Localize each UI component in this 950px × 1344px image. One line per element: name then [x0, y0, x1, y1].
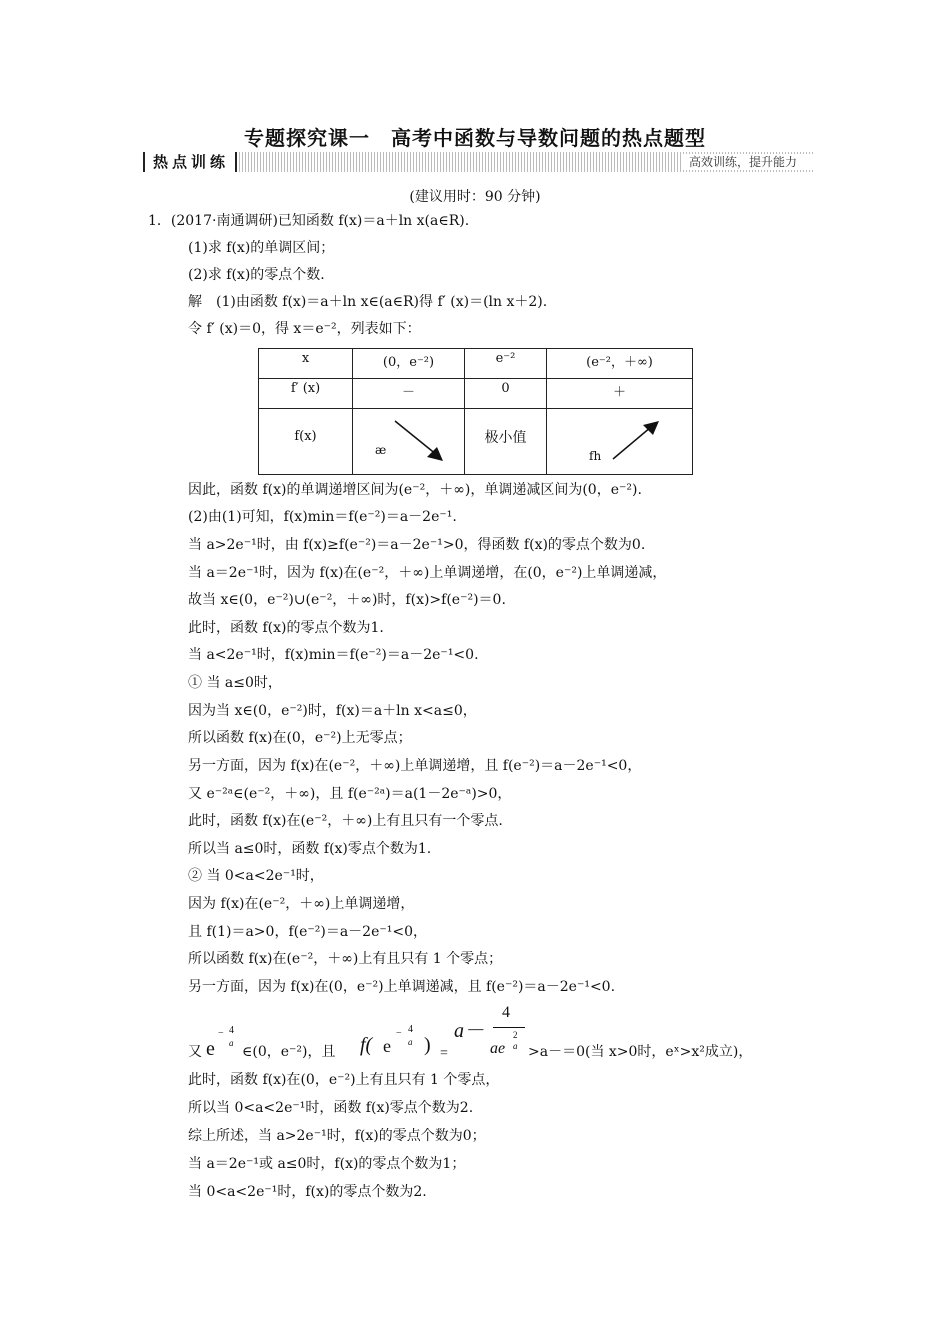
formula-minus: −	[396, 1028, 402, 1039]
table-cell: (0，e⁻²)	[353, 349, 465, 379]
arrow-up-icon	[607, 415, 667, 463]
solution-line: 因为当 x∈(0，e⁻²)时，f(x)＝a＋ln x<a≤0，	[188, 703, 477, 719]
solution-line: 解 (1)由函数 f(x)＝a＋ln x∈(a∈R)得 f′ (x)＝(ln x＋2).	[188, 294, 548, 310]
formula-prefix: 又	[188, 1044, 202, 1060]
formula-den: ae	[490, 1040, 506, 1057]
formula-suffix: >a－＝0(当 x>0时，eˣ>x²成立)，	[528, 1044, 753, 1060]
solution-line: 此时，函数 f(x)在(0，e⁻²)上有且只有 1 个零点，	[188, 1072, 500, 1088]
question-part-2: (2)求 f(x)的零点个数.	[188, 267, 325, 283]
solution-line: 另一方面，因为 f(x)在(e⁻²，＋∞)上单调递增，且 f(e⁻²)＝a－2e⁻¹<0，	[188, 758, 642, 774]
table-cell: f′ (x)	[259, 379, 353, 409]
table-cell: (e⁻²，＋∞)	[547, 349, 693, 379]
table-cell: f(x)	[259, 409, 353, 475]
solution-line: 当 a>2e⁻¹时，由 f(x)≥f(e⁻²)＝a－2e⁻¹>0，得函数 f(x)的零点个数为0.	[188, 537, 646, 553]
solution-line: (2)由(1)可知，f(x)min＝f(e⁻²)＝a－2e⁻¹.	[188, 509, 457, 525]
table-cell: 0	[465, 379, 547, 409]
solution-line: 令 f′ (x)＝0，得 x＝e⁻²，列表如下：	[188, 321, 421, 337]
table-cell: ＋	[547, 379, 693, 409]
formula-equals: =	[440, 1046, 448, 1061]
formula-num-a: a－	[454, 1020, 484, 1042]
formula-f-open: f(	[360, 1034, 373, 1056]
formula-f-close: )	[424, 1034, 431, 1056]
solution-line: 因为 f(x)在(e⁻²，＋∞)上单调递增，	[188, 896, 415, 912]
solution-line: 当 a＝2e⁻¹时，因为 f(x)在(e⁻²，＋∞)上单调递增，在(0，e⁻²)上单调递减，	[188, 565, 667, 581]
solution-line: 且 f(1)＝a>0，f(e⁻²)＝a－2e⁻¹<0，	[188, 924, 428, 940]
formula-f-e: e	[383, 1036, 391, 1056]
formula-den-exp-num: 2	[513, 1030, 518, 1040]
formula-minus: −	[218, 1028, 224, 1039]
formula-exp-den: a	[229, 1038, 234, 1048]
solution-line: 此时，函数 f(x)在(e⁻²，＋∞)上有且只有一个零点.	[188, 813, 503, 829]
solution-line: 所以函数 f(x)在(0，e⁻²)上无零点；	[188, 730, 412, 746]
table-cell: x	[259, 349, 353, 379]
formula-e: e	[206, 1038, 215, 1060]
table-glyph: æ	[375, 443, 387, 457]
solution-line: ① 当 a≤0时，	[188, 675, 282, 691]
solution-line: 所以当 0<a<2e⁻¹时，函数 f(x)零点个数为2.	[188, 1100, 474, 1116]
solution-line: 综上所述，当 a>2e⁻¹时，f(x)的零点个数为0；	[188, 1128, 486, 1144]
formula-mid: ∈(0，e⁻²)，且	[242, 1044, 336, 1060]
section-band	[143, 152, 815, 172]
solution-line: 当 a＝2e⁻¹或 a≤0时，f(x)的零点个数为1；	[188, 1156, 466, 1172]
page-title: 专题探究课一 高考中函数与导数问题的热点题型	[244, 126, 706, 150]
table-cell: e⁻²	[465, 349, 547, 379]
solution-line: 当 a<2e⁻¹时，f(x)min＝f(e⁻²)＝a－2e⁻¹<0.	[188, 647, 479, 663]
table-glyph: fh	[589, 449, 602, 463]
variation-table	[258, 348, 693, 475]
solution-line: 另一方面，因为 f(x)在(0，e⁻²)上单调递减，且 f(e⁻²)＝a－2e⁻¹<0.	[188, 979, 616, 995]
solution-line: 当 0<a<2e⁻¹时，f(x)的零点个数为2.	[188, 1184, 427, 1200]
time-note: (建议用时：90 分钟)	[409, 189, 541, 205]
formula-f-exp-num: 4	[408, 1024, 413, 1035]
solution-line: 故当 x∈(0，e⁻²)∪(e⁻²，＋∞)时，f(x)>f(e⁻²)＝0.	[188, 592, 506, 608]
band-subtitle: 高效训练，提升能力	[683, 154, 815, 170]
solution-line: 所以当 a≤0时，函数 f(x)零点个数为1.	[188, 841, 432, 857]
solution-line: 此时，函数 f(x)的零点个数为1.	[188, 620, 384, 636]
question-part-1: (1)求 f(x)的单调区间；	[188, 240, 335, 256]
solution-line: 所以函数 f(x)在(e⁻²，＋∞)上有且只有 1 个零点；	[188, 951, 503, 967]
arrow-down-icon	[391, 417, 451, 465]
table-cell: 极小值	[465, 409, 547, 475]
table-cell-increasing	[547, 409, 693, 475]
question-line: 1．(2017·南通调研)已知函数 f(x)＝a＋ln x(a∈R).	[148, 213, 470, 229]
table-row	[259, 379, 693, 409]
formula-num-4: 4	[502, 1004, 510, 1021]
table-row	[259, 409, 693, 475]
formula-den-exp-den: a	[513, 1041, 518, 1051]
formula-f-exp-den: a	[408, 1037, 413, 1047]
table-cell: －	[353, 379, 465, 409]
formula-inner-bar	[493, 1027, 525, 1028]
solution-line: ② 当 0<a<2e⁻¹时，	[188, 868, 324, 884]
table-row	[259, 349, 693, 379]
solution-line: 又 e⁻²ᵃ∈(e⁻²，＋∞)，且 f(e⁻²ᵃ)＝a(1－2e⁻ᵃ)>0，	[188, 786, 512, 802]
table-cell-decreasing	[353, 409, 465, 475]
solution-line: 因此，函数 f(x)的单调递增区间为(e⁻²，＋∞)，单调递减区间为(0，e⁻²).	[188, 482, 642, 498]
band-label: 热点训练	[143, 152, 237, 172]
formula-exp-num: 4	[229, 1025, 234, 1036]
